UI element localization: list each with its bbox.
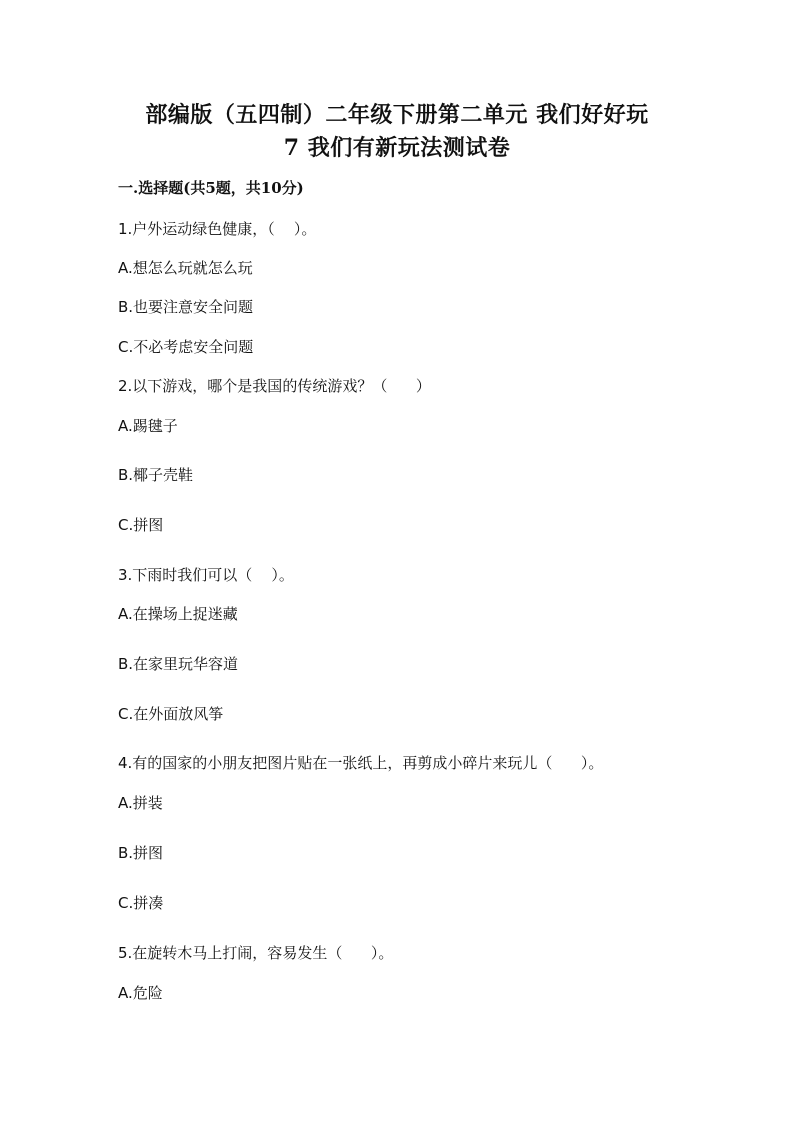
- page-subtitle: 7 我们有新玩法测试卷: [283, 135, 511, 161]
- question-4-option-b: B.拼图: [118, 844, 164, 862]
- question-3-option-c: C.在外面放风筝: [118, 705, 224, 723]
- section-heading: 一.选择题(共5题，共10分): [118, 179, 304, 197]
- question-2-option-a: A.踢毽子: [118, 417, 178, 435]
- question-3-stem: 3.下雨时我们可以（ ）。: [118, 566, 294, 584]
- question-1-option-a: A.想怎么玩就怎么玩: [118, 259, 253, 277]
- question-4-option-a: A.拼装: [118, 794, 163, 812]
- question-2-option-b: B.椰子壳鞋: [118, 466, 194, 484]
- question-1-stem: 1.户外运动绿色健康，（ ）。: [118, 220, 317, 238]
- question-5-option-a: A.危险: [118, 984, 163, 1002]
- question-1-option-c: C.不必考虑安全问题: [118, 338, 254, 356]
- question-1-option-b: B.也要注意安全问题: [118, 298, 254, 316]
- question-2-option-c: C.拼图: [118, 516, 164, 534]
- question-2-stem: 2.以下游戏，哪个是我国的传统游戏？（ ）: [118, 377, 431, 395]
- question-5-stem: 5.在旋转木马上打闹，容易发生（ ）。: [118, 944, 394, 962]
- page-title: 部编版（五四制）二年级下册第二单元 我们好好玩: [145, 102, 649, 128]
- question-3-option-a: A.在操场上捉迷藏: [118, 605, 238, 623]
- question-4-option-c: C.拼凑: [118, 894, 164, 912]
- question-3-option-b: B.在家里玩华容道: [118, 655, 239, 673]
- question-4-stem: 4.有的国家的小朋友把图片贴在一张纸上，再剪成小碎片来玩儿（ ）。: [118, 754, 604, 772]
